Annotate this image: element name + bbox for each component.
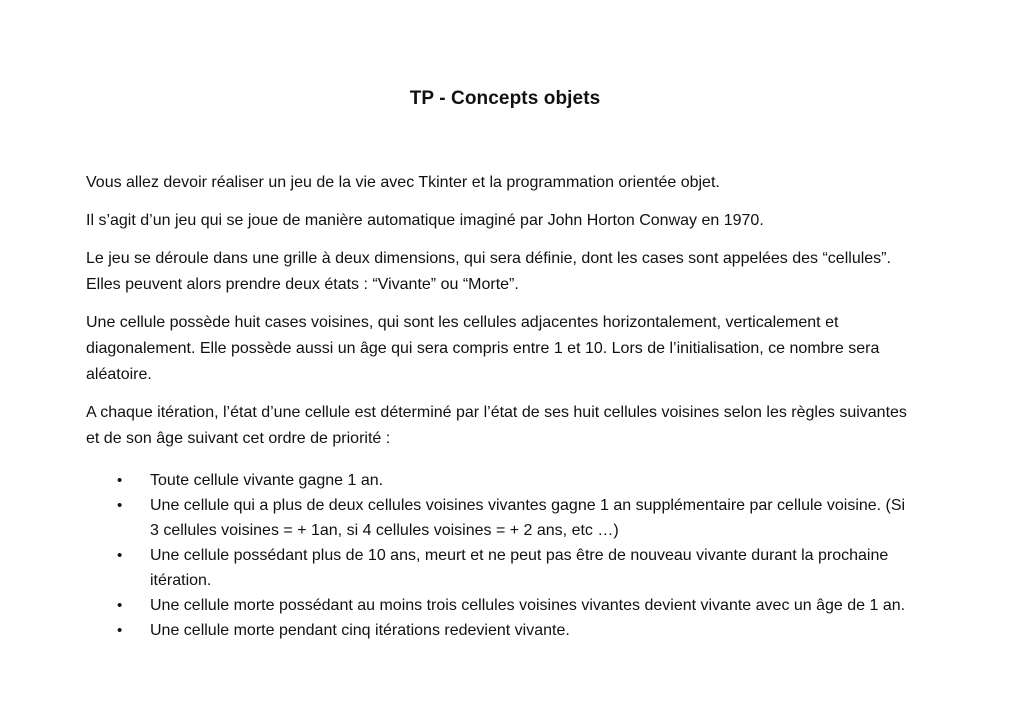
rule-text: Une cellule qui a plus de deux cellules voisines vivantes gagne 1 an supplémentaire par cellule voisine. (Si 3 cellules voisines = + 1an, si 4 cellules voisines = + 2 ans, etc …) xyxy=(150,497,906,539)
paragraph-iteration: A chaque itération, l’état d’une cellule est déterminé par l’état de ses huit cellules voisines selon les règles suivantes et de son âge suivant cet ordre de priorité : xyxy=(86,404,907,447)
document-body xyxy=(86,170,910,643)
rule-text: Toute cellule vivante gagne 1 an. xyxy=(150,472,384,489)
paragraph-grid: Le jeu se déroule dans une grille à deux dimensions, qui sera définie, dont les cases sont appelées des “cellules”. Elles peuvent alors prendre deux états : “Vivante” ou “Morte”. xyxy=(86,250,891,293)
paragraph-conway: Il s’agit d’un jeu qui se joue de manière automatique imaginé par John Horton Conway en 1970. xyxy=(86,212,764,229)
bullet-icon: • xyxy=(117,497,123,514)
list-item xyxy=(117,493,910,543)
bullet-icon: • xyxy=(117,597,123,614)
paragraph-intro: Vous allez devoir réaliser un jeu de la vie avec Tkinter et la programmation orientée objet. xyxy=(86,174,720,191)
list-item xyxy=(117,593,910,618)
rule-text: Une cellule possédant plus de 10 ans, meurt et ne peut pas être de nouveau vivante durant la prochaine itération. xyxy=(150,547,889,589)
rule-text: Une cellule morte possédant au moins trois cellules voisines vivantes devient vivante avec un âge de 1 an. xyxy=(150,597,906,614)
rules-list xyxy=(86,468,910,643)
list-item xyxy=(117,543,910,593)
bullet-icon: • xyxy=(117,622,123,639)
rule-text: Une cellule morte pendant cinq itérations redevient vivante. xyxy=(150,622,570,639)
bullet-icon: • xyxy=(117,472,123,489)
document-title: TP - Concepts objets xyxy=(409,88,601,109)
paragraph-neighbors: Une cellule possède huit cases voisines, qui sont les cellules adjacentes horizontalement, verticalement et diagonalement. Elle possède aussi un âge qui sera compris entre 1 et 10. Lors de l’initialisation, ce nombre sera aléatoire. xyxy=(86,314,880,383)
list-item xyxy=(117,468,910,493)
list-item xyxy=(117,618,910,643)
bullet-icon: • xyxy=(117,547,123,564)
